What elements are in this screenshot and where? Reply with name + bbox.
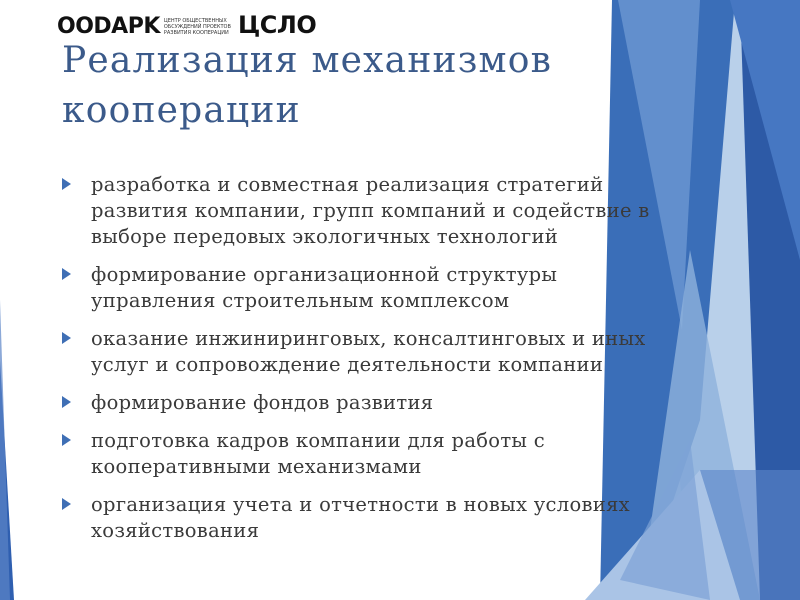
cslo-logo: ЦСЛО: [238, 11, 317, 39]
bullet-item: [62, 390, 652, 416]
bullet-text: разработка и совместная реализация стратегий развития компании, групп компаний и содействие в выборе передовых экологичных технологий: [91, 173, 650, 248]
bullet-text: подготовка кадров компании для работы с кооперативными механизмами: [91, 429, 545, 478]
bullet-item: [62, 326, 652, 378]
bullet-text: формирование организационной структуры управления строительным комплексом: [91, 263, 558, 312]
bullet-arrow-icon: [62, 396, 71, 408]
bullet-item: [62, 172, 652, 250]
bullet-item: [62, 262, 652, 314]
odark-logo-subtitle-line: ОБСУЖДЕНИЙ ПРОЕКТОВ: [163, 24, 231, 30]
bullet-item: [62, 492, 652, 544]
bullet-text: формирование фондов развития: [91, 391, 434, 414]
bullet-item: [62, 428, 652, 480]
bullet-arrow-icon: [62, 178, 71, 190]
bullet-arrow-icon: [62, 498, 71, 510]
slide-title: Реализация механизмов кооперации: [62, 40, 553, 131]
odark-logo-word: OODAPK: [57, 14, 160, 39]
bullet-arrow-icon: [62, 268, 71, 280]
bullet-arrow-icon: [62, 434, 71, 446]
bullet-list: [62, 172, 652, 556]
bullet-arrow-icon: [62, 332, 71, 344]
odark-logo-subtitle-line: РАЗВИТИЯ КООПЕРАЦИИ: [163, 30, 229, 36]
bullet-text: организация учета и отчетности в новых условиях хозяйствования: [91, 493, 630, 542]
odark-logo-subtitle-line: ЦЕНТР ОБЩЕСТВЕННЫХ: [163, 18, 227, 24]
bullet-text: оказание инжиниринговых, консалтинговых и иных услуг и сопровождение деятельности компании: [91, 327, 646, 376]
